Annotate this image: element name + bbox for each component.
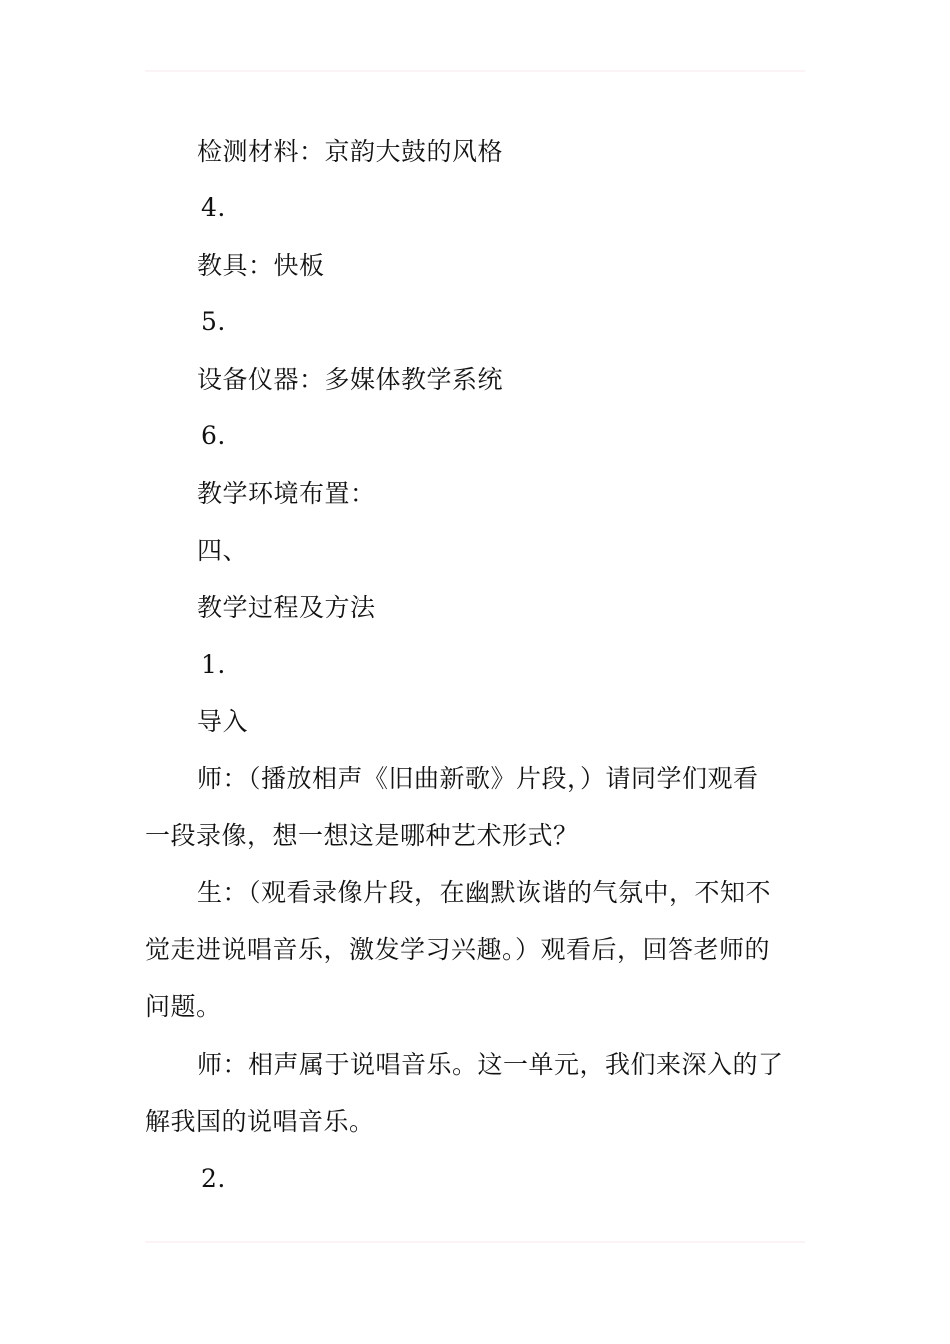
paragraph-line: 觉走进说唱音乐，激发学习兴趣。）观看后，回答老师的 — [145, 935, 771, 964]
paragraph-line: 一段录像，想一想这是哪种艺术形式？ — [145, 821, 579, 850]
footer-rule — [145, 1241, 805, 1243]
text-line: 检测材料：京韵大鼓的风格 — [197, 137, 504, 166]
header-rule — [145, 70, 805, 72]
paragraph-line: 师：（播放相声《旧曲新歌》片段，）请同学们观看 — [197, 764, 759, 793]
section-number: 四、 — [197, 536, 249, 565]
list-number: 1. — [201, 650, 226, 679]
section-heading: 教学过程及方法 — [197, 593, 376, 622]
text-line: 教具：快板 — [197, 251, 325, 280]
paragraph-line: 师：相声属于说唱音乐。这一单元，我们来深入的了 — [197, 1050, 784, 1079]
paragraph-line: 问题。 — [145, 992, 222, 1021]
list-number: 2. — [201, 1164, 226, 1193]
text-line: 设备仪器：多媒体教学系统 — [197, 365, 504, 394]
paragraph-line: 解我国的说唱音乐。 — [145, 1107, 375, 1136]
list-number: 5. — [201, 307, 226, 336]
paragraph-line: 生：（观看录像片段，在幽默诙谐的气氛中，不知不 — [197, 878, 772, 907]
list-number: 6. — [201, 421, 226, 450]
list-number: 4. — [201, 193, 226, 222]
text-line: 教学环境布置： — [197, 479, 376, 508]
subsection-heading: 导入 — [197, 707, 249, 736]
